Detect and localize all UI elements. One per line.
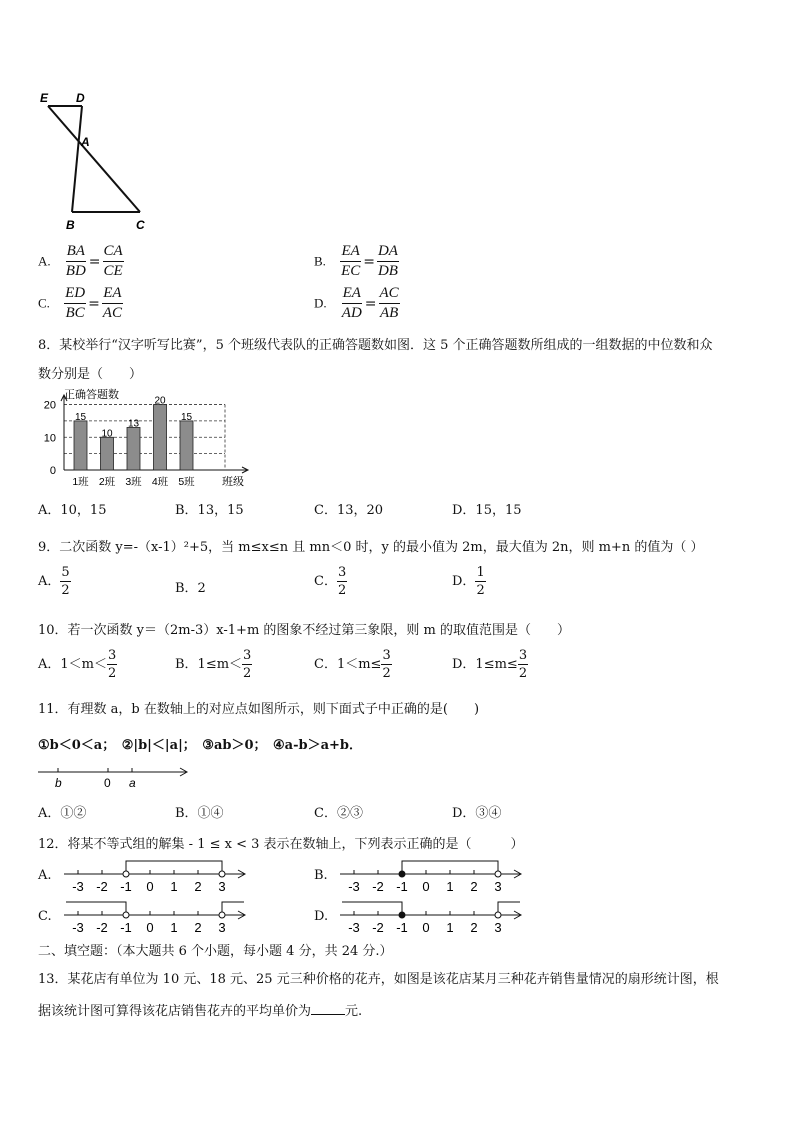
tick-label: 3 <box>218 920 226 935</box>
q12-stem: 12．将某不等式组的解集 - 1 ≤ x < 3 表示在数轴上，下列表示正确的是（ ） <box>38 837 524 852</box>
tick-label: -1 <box>396 920 408 935</box>
q12-number-line-c <box>60 893 250 935</box>
q8-stem-line2: 数分别是（ ） <box>38 367 143 382</box>
q7-option-b: B. $\frac{EA}{EC}$ = $\frac{DA}{DB}$ <box>314 243 398 279</box>
q12-option-a-label: A. <box>38 868 52 883</box>
tick-label: -1 <box>396 879 408 894</box>
open-point <box>495 912 501 918</box>
data-label: 13 <box>127 418 140 430</box>
data-label: 15 <box>74 411 87 423</box>
data-label: 15 <box>180 411 193 423</box>
bar <box>154 405 167 470</box>
q8-option-c: C．13，20 <box>314 503 384 518</box>
q11-statements: ①b＜0＜a； ②|b|＜|a|； ③ab＞0； ④a-b＞a+b． <box>38 738 362 753</box>
point-b-label: b <box>55 776 62 790</box>
tick-label: 2 <box>470 879 478 894</box>
point-a-label: a <box>129 776 136 790</box>
tick-label: 3 <box>494 920 502 935</box>
tick-label: 2 <box>194 920 202 935</box>
category-label: 2班 <box>98 476 116 488</box>
q9-stem: 9．二次函数 y=-（x-1）²+5，当 m≤x≤n 且 mn＜0 时，y 的最小值为 2m，最大值为 2n，则 m+n 的值为（ ） <box>38 540 704 555</box>
q11-number-line <box>34 762 194 792</box>
tick-label: 0 <box>146 920 154 935</box>
tick-label: -2 <box>96 920 108 935</box>
tick-label: -3 <box>72 879 84 894</box>
q10-option-d: D．1≤m≤ $\frac{3}{2}$ <box>452 648 528 681</box>
bar-chart <box>30 386 260 492</box>
q9-option-c: C． $\frac{3}{2}$ <box>314 565 347 598</box>
q11-option-a: A．①② <box>38 806 87 821</box>
data-label: 20 <box>154 395 166 407</box>
bar <box>180 421 193 470</box>
label-d: D <box>76 91 85 105</box>
solution-bracket-left <box>66 902 126 915</box>
tick-label: 1 <box>446 920 454 935</box>
q12-number-line-d <box>336 893 526 935</box>
q11-option-b: B．①④ <box>175 806 224 821</box>
tick-label: -2 <box>96 879 108 894</box>
q10-option-b: B．1≤m＜ $\frac{3}{2}$ <box>175 648 252 681</box>
tick-label: 1 <box>446 879 454 894</box>
open-point <box>219 871 225 877</box>
tick-label: -3 <box>348 879 360 894</box>
q11-option-c: C．②③ <box>314 806 363 821</box>
open-point <box>123 871 129 877</box>
q9-option-b: B．2 <box>175 581 206 596</box>
q12-option-c-label: C. <box>38 909 52 924</box>
x-axis-label: 班级 <box>222 476 244 488</box>
q8-stem-line1: 8．某校举行“汉字听写比赛”，5 个班级代表队的正确答题数如图．这 5 个正确答题数所组成的一组数据的中位数和众 <box>38 338 713 353</box>
q8-option-d: D．15，15 <box>452 503 522 518</box>
q10-option-c: C．1＜m≤ $\frac{3}{2}$ <box>314 648 391 681</box>
answer-blank <box>311 1002 345 1015</box>
y-tick-label: 20 <box>43 399 56 412</box>
tick-label: 1 <box>170 920 178 935</box>
tick-label: -2 <box>372 879 384 894</box>
q8-option-b: B．13，15 <box>175 503 244 518</box>
q12-number-line-a <box>60 852 250 894</box>
open-point <box>123 912 129 918</box>
y-tick-label: 10 <box>43 432 56 445</box>
category-label: 4班 <box>151 476 169 488</box>
origin-label: 0 <box>104 776 111 790</box>
q7-option-c: C. $\frac{ED}{BC}$ = $\frac{EA}{AC}$ <box>38 285 122 321</box>
tick-label: 2 <box>470 920 478 935</box>
filled-point <box>399 871 405 877</box>
tick-label: -1 <box>120 920 132 935</box>
q7-option-d: D. $\frac{EA}{AD}$ = $\frac{AC}{AB}$ <box>314 285 399 321</box>
q7-option-a: A. $\frac{BA}{BD}$ = $\frac{CA}{CE}$ <box>38 243 123 279</box>
q10-option-a: A．1＜m＜ $\frac{3}{2}$ <box>38 648 117 681</box>
q12-number-line-b <box>336 852 526 894</box>
tick-label: -1 <box>120 879 132 894</box>
open-point <box>219 912 225 918</box>
tick-label: 3 <box>218 879 226 894</box>
tick-label: 0 <box>422 920 430 935</box>
tick-label: -2 <box>372 920 384 935</box>
tick-label: 2 <box>194 879 202 894</box>
tick-label: -3 <box>348 920 360 935</box>
tick-label: 3 <box>494 879 502 894</box>
label-b: B <box>66 218 75 232</box>
q11-stem: 11．有理数 a，b 在数轴上的对应点如图所示，则下面式子中正确的是( ) <box>38 702 480 717</box>
q8-option-a: A．10，15 <box>38 503 107 518</box>
tick-label: 0 <box>146 879 154 894</box>
y-tick-label: 0 <box>49 465 56 477</box>
label-e: E <box>40 91 49 105</box>
bar <box>74 421 87 470</box>
data-label: 10 <box>101 428 113 440</box>
solution-bracket-left <box>342 902 402 915</box>
label-c: C <box>136 218 145 232</box>
open-point <box>495 871 501 877</box>
bar <box>127 427 140 470</box>
q11-option-d: D．③④ <box>452 806 502 821</box>
category-label: 1班 <box>72 476 89 488</box>
bar <box>101 437 114 470</box>
section-title: 二、填空题：（本大题共 6 个小题，每小题 4 分，共 24 分.） <box>38 944 393 959</box>
q12-option-b-label: B. <box>314 868 328 883</box>
q10-stem: 10．若一次函数 y＝（2m-3）x-1+m 的图象不经过第三象限，则 m 的取值范围是（ ） <box>38 623 570 638</box>
q12-option-d-label: D. <box>314 909 329 924</box>
tick-label: 0 <box>422 879 430 894</box>
filled-point <box>399 912 405 918</box>
category-label: 5班 <box>178 476 195 488</box>
label-a: A <box>81 135 90 149</box>
tick-label: 1 <box>170 879 178 894</box>
q13-stem-line1: 13．某花店有单位为 10 元、18 元、25 元三种价格的花卉，如图是该花店某月三种花卉销售量情况的扇形统计图，根 <box>38 972 719 987</box>
category-label: 3班 <box>125 476 142 488</box>
q9-option-a: A． $\frac{5}{2}$ <box>38 565 70 598</box>
y-axis-label: 正确答题数 <box>64 389 119 401</box>
tick-label: -3 <box>72 920 84 935</box>
q9-option-d: D． $\frac{1}{2}$ <box>452 565 485 598</box>
q13-stem-line2: 据该统计图可算得该花店销售花卉的平均单价为 元. <box>38 1004 363 1019</box>
triangle-figure <box>36 88 156 238</box>
